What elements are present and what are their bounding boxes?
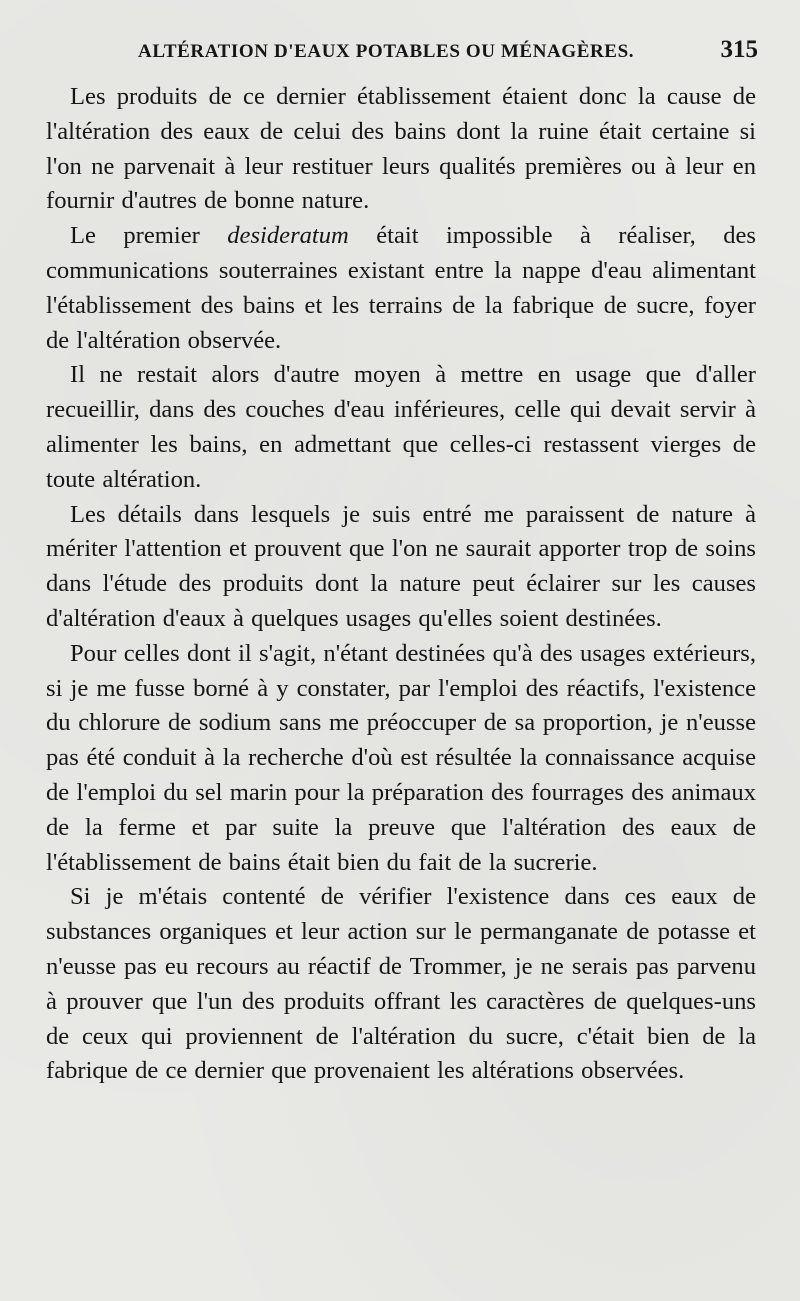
paragraph-6: Si je m'étais contenté de vérifier l'existence dans ces eaux de substances organiques et leur action sur le permanganate de potasse et n'eusse pas eu recours au réactif de Trommer, je ne serais pas parvenu à prouver que l'un des produits offrant les caractères de quelques-uns de ceux qui proviennent de l'altération du sucre, c'était bien de la fabrique de ce dernier que provenaient les altérations observées. xyxy=(46,883,756,1085)
running-head: ALTÉRATION D'EAUX POTABLES OU MÉNAGÈRES. xyxy=(138,41,635,62)
italic-term: desideratum xyxy=(227,222,349,250)
page-header xyxy=(60,36,768,70)
paragraph-3: Il ne restait alors d'autre moyen à mettre en usage que d'aller recueillir, dans des couches d'eau inférieures, celle qui devait servir à alimenter les bains, en admettant que celles-ci restassent vierges de toute altération. xyxy=(46,361,756,493)
paragraph-2 xyxy=(46,219,756,358)
paragraph-2-rest: était impossible à réaliser, des communications souterraines existant entre la nappe d'eau alimentant l'établissement des bains et les terrains de la fabrique de sucre, foyer de l'altération observée. xyxy=(46,222,756,354)
page-number: 315 xyxy=(720,36,758,63)
paragraph-5: Pour celles dont il s'agit, n'étant destinées qu'à des usages extérieurs, si je me fusse borné à y constater, par l'emploi des réactifs, l'existence du chlorure de sodium sans me préoccuper de sa proportion, je n'eusse pas été conduit à la recherche d'où est résultée la connaissance acquise de l'emploi du sel marin pour la préparation des fourrages des animaux de la ferme et par suite la preuve que l'altération des eaux de l'établissement de bains était bien du fait de la sucrerie. xyxy=(46,639,756,876)
body-text xyxy=(46,80,756,1089)
paragraph-1: Les produits de ce dernier établissement étaient donc la cause de l'altération des eaux de celui des bains dont la ruine était certaine si l'on ne parvenait à leur restituer leurs qualités premières ou à leur en fournir d'autres de bonne nature. xyxy=(46,83,756,215)
paragraph-4: Les détails dans lesquels je suis entré me paraissent de nature à mériter l'attention et prouvent que l'on ne saurait apporter trop de soins dans l'étude des produits dont la nature peut éclairer sur les causes d'altération d'eaux à quelques usages qu'elles soient destinées. xyxy=(46,500,756,632)
paragraph-2-lead: Le premier xyxy=(70,222,228,250)
